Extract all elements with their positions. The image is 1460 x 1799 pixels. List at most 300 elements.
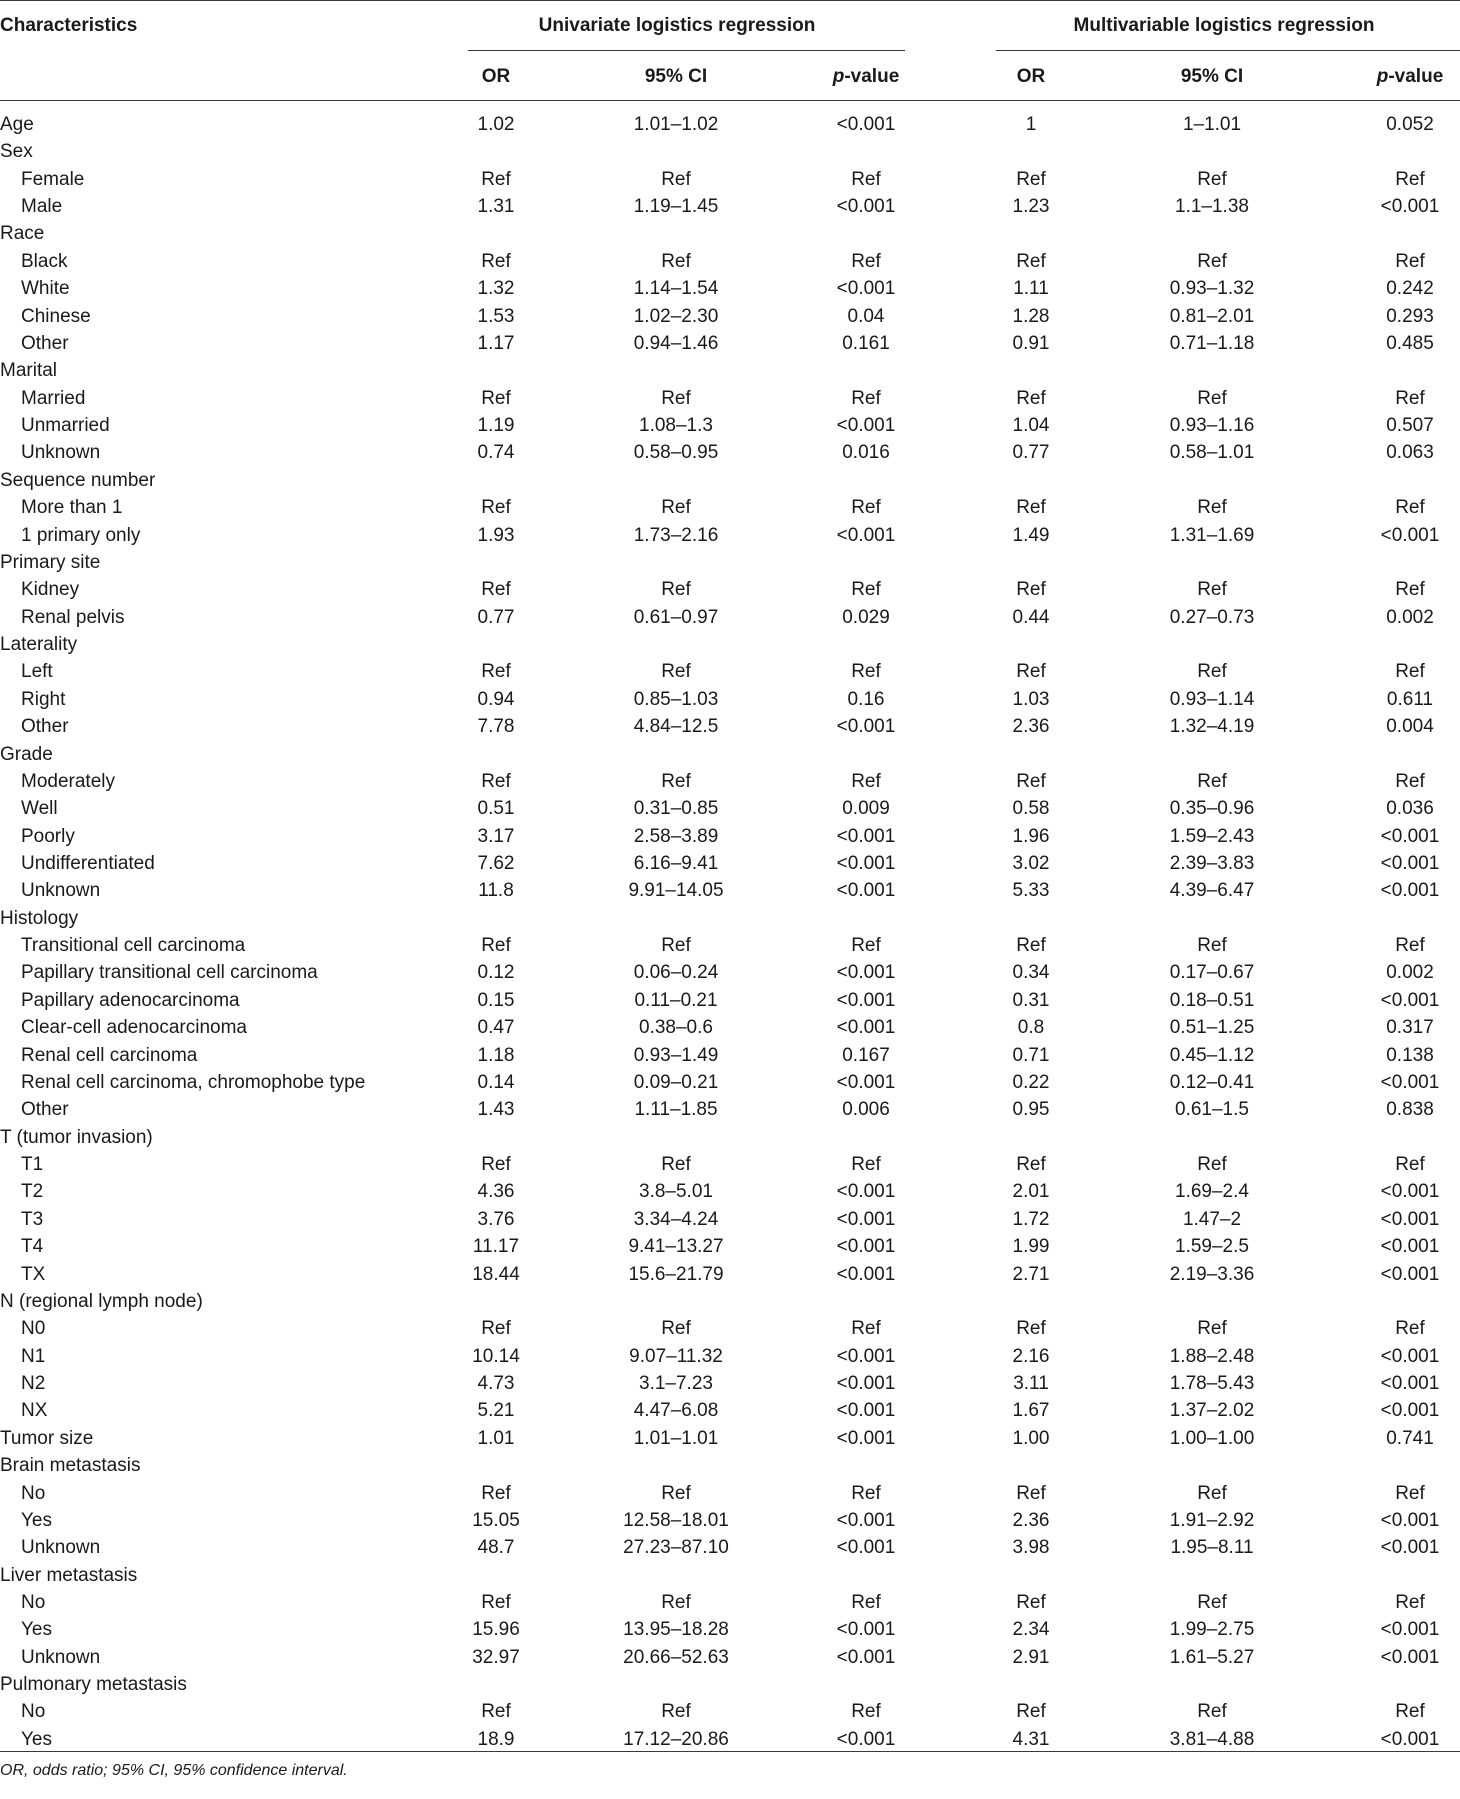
cell-multi-pvalue: 0.002 bbox=[1386, 607, 1434, 628]
cell-uni-or: Ref bbox=[481, 169, 511, 190]
cell-multi-or: Ref bbox=[1016, 388, 1046, 409]
cell-uni-ci: 6.16–9.41 bbox=[633, 853, 719, 874]
cell-uni-ci: 3.34–4.24 bbox=[633, 1209, 719, 1230]
cell-multi-pvalue: <0.001 bbox=[1380, 1264, 1440, 1285]
cell-uni-pvalue: <0.001 bbox=[836, 1264, 896, 1285]
cell-multi-pvalue: <0.001 bbox=[1380, 1400, 1440, 1421]
cell-multi-or: 1.99 bbox=[1012, 1236, 1050, 1257]
cell-multi-pvalue: <0.001 bbox=[1380, 1537, 1440, 1558]
cell-multi-pvalue: <0.001 bbox=[1380, 1729, 1440, 1750]
cell-multi-or: Ref bbox=[1016, 1483, 1046, 1504]
cell-multi-pvalue: 0.507 bbox=[1386, 415, 1434, 436]
row-sublabel: Yes bbox=[21, 1619, 52, 1640]
row-sublabel: More than 1 bbox=[21, 497, 123, 518]
cell-uni-or: 0.77 bbox=[477, 607, 515, 628]
cell-multi-ci: 1.78–5.43 bbox=[1169, 1373, 1255, 1394]
row-sublabel: T3 bbox=[21, 1209, 44, 1230]
cell-uni-ci: Ref bbox=[661, 1701, 691, 1722]
cell-multi-or: Ref bbox=[1016, 579, 1046, 600]
cell-multi-or: 1.04 bbox=[1012, 415, 1050, 436]
row-sublabel: Female bbox=[21, 169, 85, 190]
cell-multi-or: 5.33 bbox=[1012, 880, 1050, 901]
cell-uni-pvalue: <0.001 bbox=[836, 853, 896, 874]
cell-uni-or: 0.74 bbox=[477, 442, 515, 463]
cell-multi-pvalue: 0.242 bbox=[1386, 278, 1434, 299]
row-sublabel: No bbox=[21, 1592, 46, 1613]
cell-multi-ci: 0.93–1.14 bbox=[1169, 689, 1255, 710]
cell-multi-pvalue: Ref bbox=[1395, 388, 1425, 409]
row-sublabel: TX bbox=[21, 1264, 46, 1285]
cell-uni-pvalue: <0.001 bbox=[836, 716, 896, 737]
cell-uni-pvalue: <0.001 bbox=[836, 826, 896, 847]
cell-multi-or: 0.71 bbox=[1012, 1045, 1050, 1066]
cell-uni-ci: 0.06–0.24 bbox=[633, 962, 719, 983]
cell-multi-ci: 1.59–2.43 bbox=[1169, 826, 1255, 847]
cell-uni-ci: 1.11–1.85 bbox=[634, 1099, 718, 1120]
cell-multi-ci: 0.93–1.16 bbox=[1169, 415, 1255, 436]
cell-multi-pvalue: <0.001 bbox=[1380, 1373, 1440, 1394]
cell-multi-ci: 0.58–1.01 bbox=[1169, 442, 1255, 463]
row-sublabel: Right bbox=[21, 689, 66, 710]
cell-uni-pvalue: <0.001 bbox=[836, 1537, 896, 1558]
cell-multi-or: 1.49 bbox=[1012, 525, 1050, 546]
cell-uni-pvalue: 0.009 bbox=[842, 798, 890, 819]
cell-uni-pvalue: Ref bbox=[851, 579, 881, 600]
row-label: Marital bbox=[0, 360, 58, 381]
header-characteristics: Characteristics bbox=[0, 15, 138, 36]
cell-multi-ci: 1.47–2 bbox=[1182, 1209, 1242, 1230]
cell-uni-or: Ref bbox=[481, 497, 511, 518]
cell-multi-pvalue: Ref bbox=[1395, 251, 1425, 272]
cell-uni-ci: 1.19–1.45 bbox=[633, 196, 719, 217]
cell-uni-pvalue: Ref bbox=[851, 1592, 881, 1613]
cell-multi-pvalue: <0.001 bbox=[1380, 853, 1440, 874]
cell-multi-or: Ref bbox=[1016, 1701, 1046, 1722]
cell-uni-ci: 1.14–1.54 bbox=[633, 278, 719, 299]
cell-multi-or: 1.72 bbox=[1012, 1209, 1050, 1230]
row-sublabel: Married bbox=[21, 388, 86, 409]
cell-multi-pvalue: Ref bbox=[1395, 935, 1425, 956]
cell-multi-pvalue: Ref bbox=[1395, 1154, 1425, 1175]
header-univariate: Univariate logistics regression bbox=[538, 15, 816, 36]
cell-uni-or: 3.76 bbox=[477, 1209, 515, 1230]
cell-uni-pvalue: <0.001 bbox=[836, 1072, 896, 1093]
cell-multi-ci: Ref bbox=[1197, 251, 1227, 272]
cell-multi-ci: 0.93–1.32 bbox=[1169, 278, 1255, 299]
cell-uni-pvalue: <0.001 bbox=[836, 1017, 896, 1038]
cell-uni-or: 11.17 bbox=[472, 1236, 520, 1257]
cell-uni-or: Ref bbox=[481, 1592, 511, 1613]
cell-uni-or: Ref bbox=[481, 1154, 511, 1175]
cell-uni-ci: Ref bbox=[661, 1592, 691, 1613]
cell-multi-ci: 0.61–1.5 bbox=[1175, 1099, 1249, 1120]
cell-multi-ci: Ref bbox=[1197, 388, 1227, 409]
cell-multi-or: 0.22 bbox=[1012, 1072, 1050, 1093]
cell-uni-pvalue: <0.001 bbox=[836, 1346, 896, 1367]
row-label: Primary site bbox=[0, 552, 101, 573]
cell-multi-or: 0.34 bbox=[1012, 962, 1050, 983]
cell-multi-pvalue: 0.138 bbox=[1386, 1045, 1434, 1066]
cell-multi-or: 0.31 bbox=[1012, 990, 1050, 1011]
row-label: T (tumor invasion) bbox=[0, 1127, 153, 1148]
cell-uni-pvalue: <0.001 bbox=[836, 1510, 896, 1531]
cell-multi-ci: 1.69–2.4 bbox=[1175, 1181, 1249, 1202]
cell-uni-or: 1.43 bbox=[477, 1099, 515, 1120]
cell-uni-pvalue: Ref bbox=[851, 1318, 881, 1339]
univariate-group-rule bbox=[468, 50, 905, 51]
cell-multi-pvalue: <0.001 bbox=[1380, 1072, 1440, 1093]
cell-uni-pvalue: Ref bbox=[851, 1483, 881, 1504]
cell-multi-or: 1.03 bbox=[1012, 689, 1050, 710]
cell-multi-ci: 2.39–3.83 bbox=[1169, 853, 1255, 874]
cell-uni-or: 7.78 bbox=[477, 716, 515, 737]
header-uni-pvalue bbox=[833, 65, 900, 89]
cell-uni-or: 1.53 bbox=[477, 306, 515, 327]
row-sublabel: T1 bbox=[21, 1154, 44, 1175]
cell-uni-or: Ref bbox=[481, 661, 511, 682]
cell-multi-pvalue: Ref bbox=[1395, 771, 1425, 792]
row-sublabel: Papillary transitional cell carcinoma bbox=[21, 962, 318, 983]
cell-uni-or: 7.62 bbox=[477, 853, 515, 874]
cell-multi-or: 2.36 bbox=[1012, 716, 1050, 737]
cell-uni-or: 5.21 bbox=[477, 1400, 515, 1421]
header-bottom-rule bbox=[0, 100, 1460, 101]
cell-uni-ci: 2.58–3.89 bbox=[633, 826, 719, 847]
row-sublabel: Black bbox=[21, 251, 68, 272]
cell-uni-pvalue: <0.001 bbox=[836, 196, 896, 217]
cell-uni-or: 1.02 bbox=[477, 114, 515, 135]
cell-uni-ci: 17.12–20.86 bbox=[623, 1729, 729, 1750]
cell-uni-or: 4.36 bbox=[477, 1181, 515, 1202]
cell-uni-ci: 3.8–5.01 bbox=[639, 1181, 713, 1202]
cell-multi-or: 4.31 bbox=[1012, 1729, 1050, 1750]
cell-uni-pvalue: <0.001 bbox=[836, 990, 896, 1011]
p-rest: -value bbox=[844, 66, 900, 87]
cell-multi-pvalue: <0.001 bbox=[1380, 880, 1440, 901]
cell-multi-or: 1.67 bbox=[1012, 1400, 1050, 1421]
cell-multi-pvalue: <0.001 bbox=[1380, 525, 1440, 546]
cell-uni-pvalue: <0.001 bbox=[836, 1729, 896, 1750]
cell-multi-ci: 4.39–6.47 bbox=[1169, 880, 1255, 901]
cell-multi-pvalue: 0.317 bbox=[1386, 1017, 1434, 1038]
row-sublabel: Moderately bbox=[21, 771, 115, 792]
cell-uni-ci: 1.01–1.02 bbox=[633, 114, 719, 135]
row-sublabel: No bbox=[21, 1701, 46, 1722]
row-sublabel: Renal cell carcinoma bbox=[21, 1045, 198, 1066]
cell-multi-pvalue: Ref bbox=[1395, 497, 1425, 518]
row-sublabel: T2 bbox=[21, 1181, 44, 1202]
cell-uni-ci: 15.6–21.79 bbox=[628, 1264, 724, 1285]
p-italic: p bbox=[1376, 66, 1389, 87]
cell-uni-ci: 3.1–7.23 bbox=[639, 1373, 713, 1394]
cell-uni-or: 1.19 bbox=[477, 415, 515, 436]
cell-uni-or: 11.8 bbox=[478, 880, 514, 901]
table-footnote: OR, odds ratio; 95% CI, 95% confidence interval. bbox=[0, 1762, 348, 1779]
row-sublabel: Left bbox=[21, 661, 53, 682]
cell-multi-or: 0.58 bbox=[1012, 798, 1050, 819]
row-label: Laterality bbox=[0, 634, 78, 655]
table-bottom-rule bbox=[0, 1751, 1460, 1752]
cell-multi-pvalue: 0.004 bbox=[1386, 716, 1434, 737]
cell-uni-pvalue: <0.001 bbox=[836, 525, 896, 546]
cell-multi-ci: 2.19–3.36 bbox=[1169, 1264, 1255, 1285]
cell-uni-pvalue: Ref bbox=[851, 388, 881, 409]
cell-multi-or: 0.91 bbox=[1012, 333, 1050, 354]
cell-multi-ci: 1.1–1.38 bbox=[1175, 196, 1249, 217]
cell-uni-pvalue: <0.001 bbox=[836, 1209, 896, 1230]
cell-multi-or: 2.91 bbox=[1012, 1647, 1050, 1668]
cell-multi-ci: 1.59–2.5 bbox=[1175, 1236, 1249, 1257]
cell-multi-or: 0.77 bbox=[1012, 442, 1050, 463]
cell-multi-ci: 0.27–0.73 bbox=[1169, 607, 1255, 628]
cell-uni-or: Ref bbox=[481, 771, 511, 792]
row-label: Histology bbox=[0, 908, 79, 929]
cell-multi-ci: Ref bbox=[1197, 169, 1227, 190]
cell-uni-ci: 9.07–11.32 bbox=[629, 1346, 723, 1367]
cell-multi-ci: 1.00–1.00 bbox=[1169, 1428, 1255, 1449]
cell-uni-ci: 20.66–52.63 bbox=[623, 1647, 729, 1668]
cell-multi-or: 1.11 bbox=[1013, 278, 1049, 299]
cell-multi-or: 2.16 bbox=[1012, 1346, 1050, 1367]
cell-uni-pvalue: Ref bbox=[851, 1701, 881, 1722]
cell-multi-pvalue: 0.838 bbox=[1386, 1099, 1434, 1120]
row-sublabel: T4 bbox=[21, 1236, 44, 1257]
cell-multi-pvalue: 0.036 bbox=[1386, 798, 1434, 819]
cell-uni-ci: 0.61–0.97 bbox=[633, 607, 719, 628]
cell-uni-or: 0.51 bbox=[477, 798, 515, 819]
row-sublabel: Male bbox=[21, 196, 63, 217]
cell-multi-ci: Ref bbox=[1197, 661, 1227, 682]
cell-multi-ci: 1.91–2.92 bbox=[1169, 1510, 1255, 1531]
cell-multi-ci: 1.37–2.02 bbox=[1169, 1400, 1255, 1421]
cell-uni-ci: Ref bbox=[661, 388, 691, 409]
cell-multi-ci: 1.31–1.69 bbox=[1169, 525, 1255, 546]
cell-uni-or: 10.14 bbox=[472, 1346, 520, 1367]
row-sublabel: Unmarried bbox=[21, 415, 110, 436]
cell-multi-ci: 0.45–1.12 bbox=[1169, 1045, 1255, 1066]
cell-multi-pvalue: <0.001 bbox=[1380, 990, 1440, 1011]
cell-multi-pvalue: <0.001 bbox=[1380, 1181, 1440, 1202]
row-sublabel: N2 bbox=[21, 1373, 46, 1394]
cell-multi-ci: 0.17–0.67 bbox=[1169, 962, 1255, 983]
cell-uni-or: 1.17 bbox=[477, 333, 515, 354]
row-sublabel: Other bbox=[21, 333, 69, 354]
cell-uni-ci: Ref bbox=[661, 1483, 691, 1504]
cell-multi-or: Ref bbox=[1016, 935, 1046, 956]
cell-uni-ci: 1.01–1.01 bbox=[633, 1428, 719, 1449]
row-sublabel: No bbox=[21, 1483, 46, 1504]
cell-uni-or: 3.17 bbox=[477, 826, 515, 847]
cell-multi-pvalue: Ref bbox=[1395, 579, 1425, 600]
cell-uni-pvalue: 0.04 bbox=[847, 306, 885, 327]
cell-multi-or: Ref bbox=[1016, 771, 1046, 792]
cell-multi-ci: 1–1.01 bbox=[1182, 114, 1242, 135]
cell-uni-or: 1.01 bbox=[477, 1428, 515, 1449]
cell-uni-or: Ref bbox=[481, 1318, 511, 1339]
cell-multi-ci: Ref bbox=[1197, 771, 1227, 792]
cell-uni-ci: 4.47–6.08 bbox=[633, 1400, 719, 1421]
cell-multi-or: Ref bbox=[1016, 497, 1046, 518]
cell-uni-pvalue: Ref bbox=[851, 935, 881, 956]
cell-multi-ci: Ref bbox=[1197, 1154, 1227, 1175]
row-sublabel: N1 bbox=[21, 1346, 46, 1367]
cell-multi-pvalue: 0.052 bbox=[1386, 114, 1434, 135]
cell-uni-ci: 1.73–2.16 bbox=[633, 525, 719, 546]
row-sublabel: Chinese bbox=[21, 306, 91, 327]
row-sublabel: Other bbox=[21, 1099, 69, 1120]
header-multi-ci: 95% CI bbox=[1180, 66, 1244, 87]
cell-uni-ci: Ref bbox=[661, 497, 691, 518]
cell-multi-ci: 1.88–2.48 bbox=[1169, 1346, 1255, 1367]
cell-multi-pvalue: Ref bbox=[1395, 1592, 1425, 1613]
cell-multi-ci: 0.12–0.41 bbox=[1169, 1072, 1255, 1093]
row-sublabel: Unknown bbox=[21, 1537, 101, 1558]
cell-multi-pvalue: 0.063 bbox=[1386, 442, 1434, 463]
header-multivariable: Multivariable logistics regression bbox=[1073, 15, 1375, 36]
cell-uni-pvalue: <0.001 bbox=[836, 1236, 896, 1257]
cell-uni-ci: 4.84–12.5 bbox=[633, 716, 719, 737]
cell-multi-or: 2.34 bbox=[1012, 1619, 1050, 1640]
cell-multi-or: 2.36 bbox=[1012, 1510, 1050, 1531]
row-sublabel: Poorly bbox=[21, 826, 75, 847]
cell-multi-or: 0.95 bbox=[1012, 1099, 1050, 1120]
cell-uni-pvalue: 0.16 bbox=[847, 689, 885, 710]
table-top-rule bbox=[0, 0, 1460, 1]
cell-uni-ci: 1.02–2.30 bbox=[633, 306, 719, 327]
header-multi-pvalue bbox=[1377, 65, 1444, 89]
row-sublabel: Well bbox=[21, 798, 58, 819]
cell-multi-pvalue: <0.001 bbox=[1380, 826, 1440, 847]
cell-uni-or: 4.73 bbox=[477, 1373, 515, 1394]
cell-uni-or: Ref bbox=[481, 1483, 511, 1504]
row-sublabel: White bbox=[21, 278, 70, 299]
cell-uni-or: 0.94 bbox=[477, 689, 515, 710]
cell-uni-pvalue: <0.001 bbox=[836, 278, 896, 299]
cell-multi-or: 0.8 bbox=[1017, 1017, 1045, 1038]
row-label: Age bbox=[0, 114, 34, 135]
cell-uni-or: Ref bbox=[481, 388, 511, 409]
cell-uni-ci: 0.31–0.85 bbox=[633, 798, 719, 819]
cell-uni-or: 18.9 bbox=[477, 1729, 515, 1750]
cell-multi-pvalue: 0.611 bbox=[1386, 689, 1434, 710]
row-label: Tumor size bbox=[0, 1428, 94, 1449]
row-label: Brain metastasis bbox=[0, 1455, 141, 1476]
cell-uni-pvalue: 0.016 bbox=[842, 442, 890, 463]
multivariable-group-rule bbox=[996, 50, 1460, 51]
cell-uni-ci: 12.58–18.01 bbox=[623, 1510, 729, 1531]
cell-uni-ci: 0.11–0.21 bbox=[634, 990, 718, 1011]
cell-uni-ci: 9.91–14.05 bbox=[628, 880, 724, 901]
cell-multi-pvalue: 0.485 bbox=[1386, 333, 1434, 354]
cell-multi-ci: 1.95–8.11 bbox=[1170, 1537, 1254, 1558]
row-label: Race bbox=[0, 223, 45, 244]
cell-uni-ci: 0.38–0.6 bbox=[639, 1017, 713, 1038]
header-uni-ci: 95% CI bbox=[644, 66, 708, 87]
cell-uni-pvalue: Ref bbox=[851, 251, 881, 272]
row-sublabel: 1 primary only bbox=[21, 525, 141, 546]
cell-multi-ci: Ref bbox=[1197, 1701, 1227, 1722]
row-sublabel: Undifferentiated bbox=[21, 853, 155, 874]
cell-multi-or: Ref bbox=[1016, 1154, 1046, 1175]
cell-uni-pvalue: Ref bbox=[851, 1154, 881, 1175]
cell-multi-ci: Ref bbox=[1197, 1592, 1227, 1613]
row-label: N (regional lymph node) bbox=[0, 1291, 203, 1312]
cell-multi-pvalue: <0.001 bbox=[1380, 1346, 1440, 1367]
row-sublabel: Yes bbox=[21, 1510, 52, 1531]
cell-uni-pvalue: <0.001 bbox=[836, 415, 896, 436]
row-label: Liver metastasis bbox=[0, 1565, 138, 1586]
cell-uni-pvalue: <0.001 bbox=[836, 114, 896, 135]
p-italic: p bbox=[832, 66, 845, 87]
row-sublabel: Kidney bbox=[21, 579, 80, 600]
cell-uni-pvalue: <0.001 bbox=[836, 1647, 896, 1668]
cell-uni-ci: Ref bbox=[661, 661, 691, 682]
row-sublabel: Renal cell carcinoma, chromophobe type bbox=[21, 1072, 366, 1093]
cell-multi-or: Ref bbox=[1016, 661, 1046, 682]
cell-multi-ci: 1.99–2.75 bbox=[1169, 1619, 1255, 1640]
cell-uni-ci: 27.23–87.10 bbox=[623, 1537, 729, 1558]
cell-multi-or: 3.02 bbox=[1012, 853, 1050, 874]
cell-multi-or: Ref bbox=[1016, 169, 1046, 190]
cell-multi-ci: 0.81–2.01 bbox=[1169, 306, 1255, 327]
cell-uni-or: 0.47 bbox=[477, 1017, 515, 1038]
cell-uni-ci: 0.94–1.46 bbox=[633, 333, 719, 354]
cell-uni-ci: 9.41–13.27 bbox=[628, 1236, 724, 1257]
cell-uni-pvalue: Ref bbox=[851, 497, 881, 518]
cell-multi-ci: 0.71–1.18 bbox=[1169, 333, 1255, 354]
cell-multi-pvalue: 0.293 bbox=[1386, 306, 1434, 327]
cell-uni-ci: Ref bbox=[661, 935, 691, 956]
cell-multi-or: 1.23 bbox=[1012, 196, 1050, 217]
header-uni-or: OR bbox=[481, 66, 511, 87]
cell-multi-pvalue: 0.741 bbox=[1386, 1428, 1434, 1449]
cell-uni-or: Ref bbox=[481, 935, 511, 956]
cell-multi-ci: Ref bbox=[1197, 497, 1227, 518]
cell-multi-ci: Ref bbox=[1197, 1483, 1227, 1504]
cell-multi-pvalue: <0.001 bbox=[1380, 1209, 1440, 1230]
row-sublabel: Unknown bbox=[21, 442, 101, 463]
cell-multi-pvalue: <0.001 bbox=[1380, 196, 1440, 217]
cell-multi-ci: 0.18–0.51 bbox=[1169, 990, 1255, 1011]
row-label: Pulmonary metastasis bbox=[0, 1674, 187, 1695]
cell-multi-or: 1 bbox=[1025, 114, 1037, 135]
cell-multi-or: 0.44 bbox=[1012, 607, 1050, 628]
row-label: Sequence number bbox=[0, 470, 156, 491]
cell-multi-or: Ref bbox=[1016, 251, 1046, 272]
cell-multi-ci: Ref bbox=[1197, 935, 1227, 956]
cell-multi-ci: 3.81–4.88 bbox=[1169, 1729, 1255, 1750]
cell-multi-pvalue: Ref bbox=[1395, 1483, 1425, 1504]
row-label: Sex bbox=[0, 141, 33, 162]
cell-multi-ci: 0.35–0.96 bbox=[1169, 798, 1255, 819]
row-sublabel: NX bbox=[21, 1400, 48, 1421]
cell-uni-pvalue: 0.161 bbox=[842, 333, 890, 354]
cell-uni-or: 1.93 bbox=[477, 525, 515, 546]
cell-multi-or: 2.71 bbox=[1012, 1264, 1050, 1285]
cell-multi-pvalue: <0.001 bbox=[1380, 1510, 1440, 1531]
cell-uni-pvalue: <0.001 bbox=[836, 1619, 896, 1640]
cell-multi-or: 1.28 bbox=[1012, 306, 1050, 327]
cell-multi-ci: 0.51–1.25 bbox=[1169, 1017, 1255, 1038]
cell-uni-ci: Ref bbox=[661, 251, 691, 272]
cell-multi-or: 3.11 bbox=[1013, 1373, 1049, 1394]
cell-multi-ci: Ref bbox=[1197, 1318, 1227, 1339]
row-sublabel: Clear-cell adenocarcinoma bbox=[21, 1017, 247, 1038]
cell-uni-pvalue: <0.001 bbox=[836, 1428, 896, 1449]
cell-uni-or: 1.32 bbox=[477, 278, 515, 299]
cell-multi-or: 1.96 bbox=[1012, 826, 1050, 847]
cell-uni-ci: 0.93–1.49 bbox=[633, 1045, 719, 1066]
